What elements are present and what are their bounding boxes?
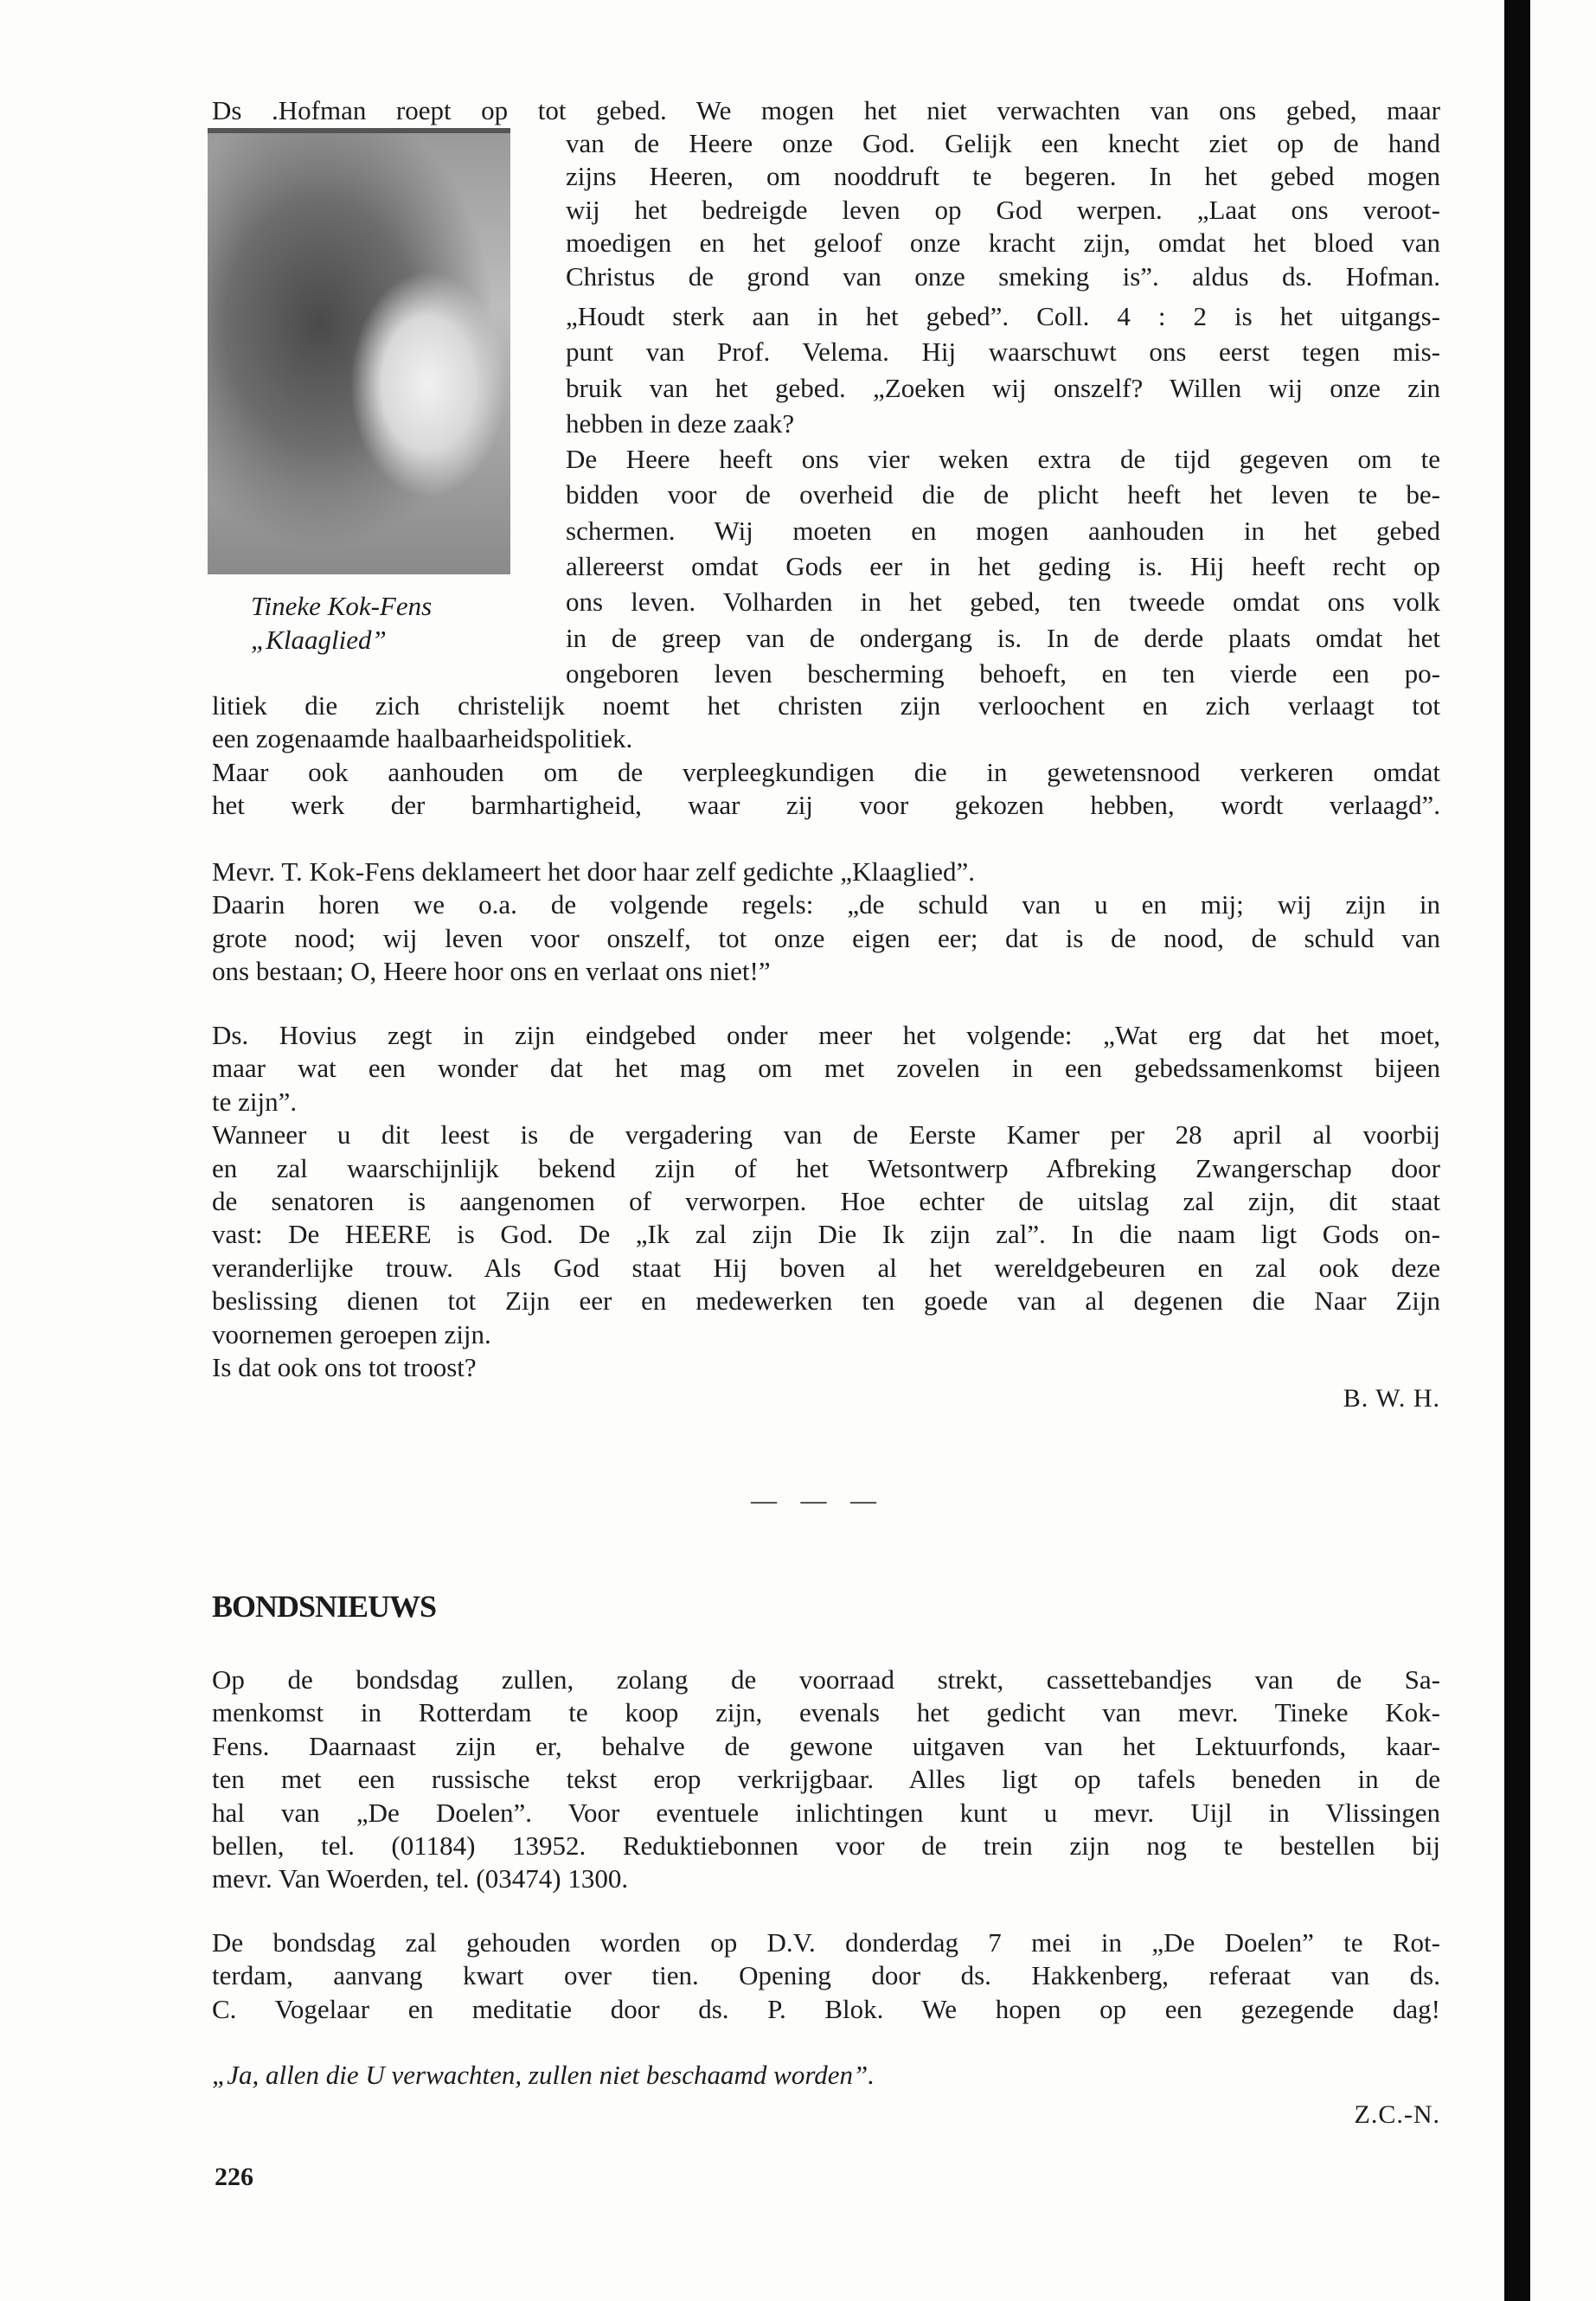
text-line: van de Heere onze God. Gelijk een knecht ziet op de hand <box>566 128 1440 158</box>
signature-zcn: Z.C.-N. <box>1354 2100 1440 2129</box>
text-line: veranderlijke trouw. Als God staat Hij boven al het wereldgebeuren en zal ook deze <box>212 1252 1440 1283</box>
paragraph-bondsdag-sales <box>212 1663 1440 1896</box>
text-line: bidden voor de overheid die de plicht heeft het leven te be- <box>566 479 1440 510</box>
text-line: menkomst in Rotterdam te koop zijn, evenals het gedicht van mevr. Tineke Kok- <box>212 1697 1440 1728</box>
portrait-photo <box>208 128 510 574</box>
text-line: de senatoren is aangenomen of verworpen. Hoe echter de uitslag zal zijn, dit staat <box>212 1185 1440 1216</box>
text-line: Fens. Daarnaast zijn er, behalve de gewone uitgaven van het Lektuurfonds, kaar- <box>212 1730 1440 1761</box>
text-line: Wanneer u dit leest is de vergadering van de Eerste Kamer per 28 april al voorbij <box>212 1119 1440 1150</box>
text-line: allereerst omdat Gods eer in het geding is. Hij heeft recht op <box>566 551 1440 582</box>
text-line: bellen, tel. (01184) 13952. Reduktiebonnen voor de trein zijn nog te bestellen bij <box>212 1830 1440 1861</box>
section-separator: — — — <box>751 1486 885 1515</box>
section-heading: BONDSNIEUWS <box>212 1589 437 1624</box>
text-line: schermen. Wij moeten en mogen aanhouden in het gebed <box>566 515 1440 546</box>
text-line: Mevr. T. Kok-Fens deklameert het door haar zelf gedichte „Klaaglied”. <box>212 856 976 887</box>
text-line: Op de bondsdag zullen, zolang de voorraad strekt, cassettebandjes van de Sa- <box>212 1664 1440 1695</box>
text-line: Ds .Hofman roept op tot gebed. We mogen het niet verwachten van ons gebed, maar <box>212 95 1440 125</box>
text-line: ten met een russische tekst erop verkrijgbaar. Alles ligt op tafels beneden in de <box>212 1764 1440 1795</box>
text-line: bruik van het gebed. „Zoeken wij onszelf? Willen wij onze zin <box>566 372 1440 403</box>
text-line: hal van „De Doelen”. Voor eventuele inlichtingen kunt u mevr. Uijl in Vlissingen <box>212 1797 1440 1828</box>
text-line: punt van Prof. Velema. Hij waarschuwt ons eerst tegen mis- <box>566 336 1440 368</box>
scan-edge-bar <box>1504 0 1530 2301</box>
paragraph-continuation <box>212 689 1440 823</box>
text-line: hebben in deze zaak? <box>566 407 795 439</box>
text-line: ons leven. Volharden in het gebed, ten tweede omdat ons volk <box>566 586 1440 618</box>
text-line: Is dat ook ons tot troost? <box>212 1351 477 1382</box>
text-line: maar wat een wonder dat het mag om met zovelen in een gebedssamenkomst bijeen <box>212 1053 1440 1084</box>
text-line: Maar ook aanhouden om de verpleegkundigen die in gewetensnood verkeren omdat <box>212 756 1440 787</box>
text-line: beslissing dienen tot Zijn eer en medewerken ten goede van al degenen die Naar Zijn <box>212 1285 1440 1317</box>
text-line: terdam, aanvang kwart over tien. Opening door ds. Hakkenberg, referaat van ds. <box>212 1960 1440 1991</box>
opening-line <box>212 94 1440 127</box>
text-line: C. Vogelaar en meditatie door ds. P. Blok. We hopen op een gezegende dag! <box>212 1993 1440 2024</box>
text-line: Christus de grond van onze smeking is”. aldus ds. Hofman. <box>566 260 1440 292</box>
paragraph-velema <box>566 298 1440 691</box>
text-line: ons bestaan; O, Heere hoor ons en verlaat ons niet!” <box>212 956 771 987</box>
text-line: litiek die zich christelijk noemt het christen zijn verloochent en zich verlaagt tot <box>212 690 1440 721</box>
text-line: het werk der barmhartigheid, waar zij voor gekozen hebben, wordt verlaagd”. <box>212 790 1440 821</box>
text-line: mevr. Van Woerden, tel. (03474) 1300. <box>212 1863 629 1894</box>
text-line: ongeboren leven bescherming behoeft, en ten vierde een po- <box>566 657 1440 689</box>
photo-caption-title: „Klaaglied” <box>251 625 387 655</box>
closing-quote: „Ja, allen die U verwachten, zullen niet beschaamd worden”. <box>212 2060 875 2090</box>
text-line: moedigen en het geloof onze kracht zijn, omdat het bloed van <box>566 228 1440 259</box>
photo-caption-name: Tineke Kok-Fens <box>251 591 433 621</box>
text-line: Daarin horen we o.a. de volgende regels: „de schuld van u en mij; wij zijn in <box>212 889 1440 920</box>
text-line: in de greep van de ondergang is. In de derde plaats omdat het <box>566 622 1440 653</box>
paragraph-bondsdag-program <box>212 1926 1440 2026</box>
signature-bwh: B. W. H. <box>1343 1384 1440 1413</box>
text-line: De Heere heeft ons vier weken extra de tijd gegeven om te <box>566 444 1440 475</box>
text-line: „Houdt sterk aan in het gebed”. Coll. 4 : 2 is het uitgangs- <box>566 301 1440 331</box>
text-line: grote nood; wij leven voor onszelf, tot onze eigen eer; dat is de nood, de schuld van <box>212 922 1440 953</box>
page-number: 226 <box>215 2163 253 2191</box>
paragraph-hovius <box>212 1019 1440 1384</box>
text-line: te zijn”. <box>212 1086 298 1117</box>
text-line: Ds. Hovius zegt in zijn eindgebed onder meer het volgende: „Wat erg dat het moet, <box>212 1020 1440 1050</box>
text-line: vast: De HEERE is God. De „Ik zal zijn Die Ik zijn zal”. In die naam ligt Gods on- <box>212 1219 1440 1250</box>
text-line: wij het bedreigde leven op God werpen. „Laat ons veroot- <box>566 194 1440 225</box>
paragraph-klaaglied <box>212 856 1440 989</box>
text-line: voornemen geroepen zijn. <box>212 1318 491 1349</box>
text-line: en zal waarschijnlijk bekend zijn of het Wetsontwerp Afbreking Zwangerschap door <box>212 1152 1440 1183</box>
text-line: een zogenaamde haalbaarheidspolitiek. <box>212 723 633 754</box>
paragraph-hofman <box>566 127 1440 293</box>
text-line: zijns Heeren, om nooddruft te begeren. In het gebed mogen <box>566 161 1440 192</box>
text-line: De bondsdag zal gehouden worden op D.V. donderdag 7 mei in „De Doelen” te Rot- <box>212 1927 1440 1958</box>
